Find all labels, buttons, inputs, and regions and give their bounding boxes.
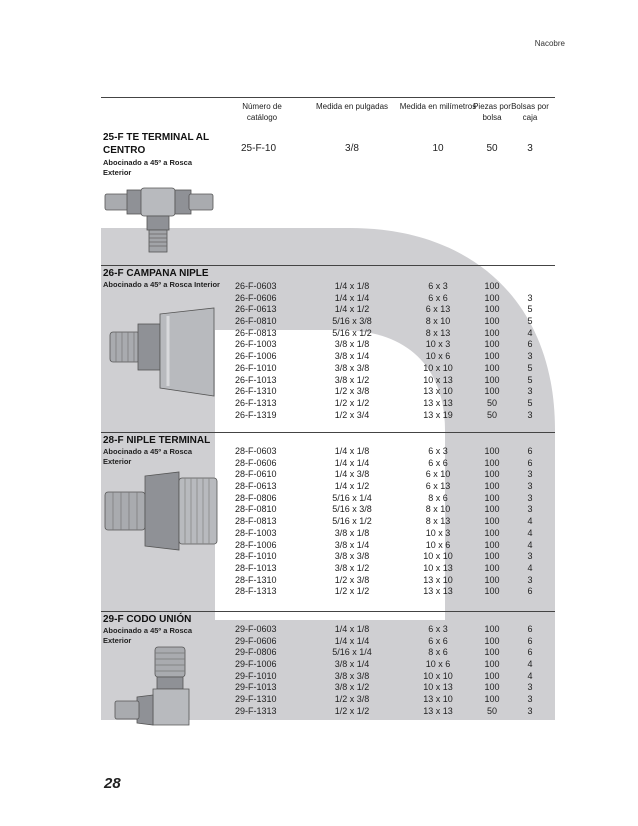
cell-pieces: 100	[484, 682, 500, 693]
cell-pieces: 50	[486, 409, 497, 420]
section-rows-29f	[0, 624, 638, 718]
cell-bags: 4	[527, 327, 533, 338]
col-header-bags: Bolsas por caja	[511, 102, 549, 122]
cell-bags: 5	[527, 397, 533, 408]
cell-catalog: 28-F-1310	[235, 574, 277, 585]
table-row	[0, 339, 638, 351]
table-row	[0, 528, 638, 540]
tee-fitting-image	[103, 182, 215, 254]
cell-bags: 4	[527, 539, 533, 550]
section-rows-28f	[0, 446, 638, 598]
cell-inches: 3/8 x 3/8	[334, 670, 370, 681]
cell-mm: 6 x 6	[428, 457, 448, 468]
cell-pieces: 100	[484, 504, 500, 515]
cell-inches: 1/4 x 1/4	[334, 292, 370, 303]
terminal-nipple-image	[103, 468, 219, 554]
cell-bags: 6	[527, 635, 533, 646]
cell-pieces: 100	[484, 281, 500, 291]
cell-bags: 5	[527, 304, 533, 315]
table-row	[0, 363, 638, 375]
table-row	[0, 375, 638, 387]
cell-pieces: 100	[484, 516, 500, 527]
header-rule	[101, 97, 555, 98]
cell-inches: 5/16 x 1/4	[332, 647, 372, 658]
cell-pieces: 100	[484, 551, 500, 562]
cell-catalog: 29-F-1013	[235, 682, 277, 693]
cell-bags: 3	[527, 409, 533, 420]
table-row	[0, 540, 638, 552]
cell-catalog: 26-F-1013	[235, 374, 277, 385]
table-row	[0, 586, 638, 598]
cell-bags: 3	[527, 481, 533, 492]
section-divider	[101, 432, 555, 433]
table-row	[0, 671, 638, 683]
cell-pieces: 100	[484, 527, 500, 538]
cell-catalog: 28-F-1313	[235, 586, 277, 597]
cell-bags: 5	[527, 316, 533, 327]
cell-mm: 6 x 6	[428, 635, 448, 646]
col-header-pieces: Piezas por bolsa	[473, 102, 511, 122]
cell-mm: 13 x 13	[423, 705, 453, 716]
cell-inches: 1/2 x 1/2	[334, 586, 370, 597]
table-row	[0, 636, 638, 648]
cell-catalog: 29-F-1313	[235, 705, 277, 716]
cell-catalog: 28-F-0806	[235, 492, 277, 503]
cell-bags: 3	[527, 574, 533, 585]
cell-mm: 8 x 13	[425, 516, 451, 527]
cell-mm: 6 x 13	[425, 481, 451, 492]
table-row	[0, 386, 638, 398]
cell-catalog: 28-F-0810	[235, 504, 277, 515]
table-row	[0, 410, 638, 422]
table-row	[0, 458, 638, 470]
cell-mm: 10 x 13	[423, 374, 453, 385]
cell-mm: 10 x 3	[425, 527, 451, 538]
cell-bags: 5	[527, 362, 533, 373]
cell-pieces: 100	[484, 624, 500, 634]
cell-catalog: 25-F-10	[241, 143, 277, 154]
page-number: 28	[104, 775, 121, 792]
cell-mm: 6 x 3	[428, 624, 448, 634]
cell-bags: 3	[527, 386, 533, 397]
cell-bags: 3	[527, 492, 533, 503]
cell-catalog: 28-F-1003	[235, 527, 277, 538]
section-title-29f: 29-F CODO UNIÓN	[103, 614, 192, 625]
table-row	[0, 143, 638, 155]
cell-pieces: 100	[484, 670, 500, 681]
cell-catalog: 28-F-0613	[235, 481, 277, 492]
table-row	[0, 682, 638, 694]
cell-mm: 13 x 13	[423, 397, 453, 408]
cell-mm: 6 x 6	[428, 292, 448, 303]
cell-catalog: 26-F-1006	[235, 351, 277, 362]
cell-inches: 1/4 x 1/8	[334, 281, 370, 291]
cell-inches: 1/4 x 1/4	[334, 457, 370, 468]
cell-bags: 4	[527, 516, 533, 527]
cell-catalog: 26-F-1310	[235, 386, 277, 397]
table-row	[0, 481, 638, 493]
table-row	[0, 446, 638, 458]
cell-pieces: 100	[484, 481, 500, 492]
cell-inches: 5/16 x 3/8	[332, 504, 372, 515]
cell-inches: 1/4 x 1/2	[334, 304, 370, 315]
cell-pieces: 100	[484, 647, 500, 658]
cell-inches: 5/16 x 1/2	[332, 327, 372, 338]
cell-mm: 6 x 3	[428, 281, 448, 291]
section-title-25f: 25-F TE TERMINAL AL CENTRO	[103, 132, 209, 156]
cell-pieces: 100	[484, 292, 500, 303]
cell-catalog: 26-F-0603	[235, 281, 277, 291]
cell-inches: 3/8 x 1/4	[334, 351, 370, 362]
cell-inches: 3/8 x 3/8	[334, 551, 370, 562]
cell-inches: 1/2 x 3/8	[334, 574, 370, 585]
cell-bags: 6	[527, 647, 533, 658]
section-subtitle-25f: Abocinado a 45º a Rosca Exterior	[103, 158, 193, 177]
brand-label: Nacobre	[534, 39, 565, 48]
table-row	[0, 328, 638, 340]
col-header-inches: Medida en pulgadas	[315, 102, 389, 111]
cell-pieces: 50	[486, 705, 497, 716]
table-row	[0, 469, 638, 481]
cell-mm: 6 x 13	[425, 304, 451, 315]
table-row	[0, 563, 638, 575]
table-row	[0, 281, 638, 293]
cell-inches: 1/2 x 3/4	[334, 409, 370, 420]
table-row	[0, 659, 638, 671]
cell-mm: 8 x 13	[425, 327, 451, 338]
section-divider	[101, 611, 555, 612]
cell-inches: 1/4 x 3/8	[334, 469, 370, 480]
cell-catalog: 29-F-0806	[235, 647, 277, 658]
cell-pieces: 100	[484, 386, 500, 397]
cell-mm: 10 x 13	[423, 682, 453, 693]
section-divider	[101, 265, 555, 266]
cell-bags: 6	[527, 624, 533, 634]
cell-inches: 3/8 x 1/2	[334, 562, 370, 573]
cell-pieces: 100	[484, 316, 500, 327]
cell-mm: 10 x 10	[423, 670, 453, 681]
cell-bags: 6	[527, 339, 533, 350]
cell-bags: 3	[527, 143, 533, 154]
table-row	[0, 398, 638, 410]
cell-catalog: 29-F-1006	[235, 659, 277, 670]
section-subtitle-28f: Abocinado a 45º a Rosca Exterior	[103, 447, 193, 466]
table-row	[0, 647, 638, 659]
cell-mm: 10 x 6	[425, 539, 451, 550]
cell-bags: 4	[527, 562, 533, 573]
cell-mm: 13 x 19	[423, 409, 453, 420]
cell-bags: 3	[527, 682, 533, 693]
cell-inches: 5/16 x 1/2	[332, 516, 372, 527]
cell-pieces: 100	[484, 362, 500, 373]
cell-mm: 6 x 10	[425, 469, 451, 480]
cell-catalog: 29-F-0606	[235, 635, 277, 646]
cell-inches: 1/4 x 1/4	[334, 635, 370, 646]
cell-bags: 6	[527, 446, 533, 456]
cell-mm: 6 x 3	[428, 446, 448, 456]
cell-inches: 1/4 x 1/2	[334, 481, 370, 492]
cell-inches: 5/16 x 3/8	[332, 316, 372, 327]
section-rows-25f	[0, 143, 638, 155]
cell-catalog: 28-F-1013	[235, 562, 277, 573]
table-row	[0, 516, 638, 528]
cell-catalog: 28-F-1006	[235, 539, 277, 550]
cell-bags: 4	[527, 527, 533, 538]
cell-bags: 6	[527, 457, 533, 468]
cell-pieces: 100	[484, 586, 500, 597]
cell-inches: 1/4 x 1/8	[334, 446, 370, 456]
cell-pieces: 100	[484, 304, 500, 315]
cell-inches: 3/8 x 1/2	[334, 374, 370, 385]
cell-mm: 8 x 6	[428, 647, 448, 658]
cell-pieces: 100	[484, 457, 500, 468]
cell-inches: 3/8 x 1/8	[334, 527, 370, 538]
table-row	[0, 624, 638, 636]
cell-bags: 3	[527, 292, 533, 303]
cell-inches: 3/8 x 3/8	[334, 362, 370, 373]
cell-bags: 3	[527, 469, 533, 480]
cell-catalog: 29-F-0603	[235, 624, 277, 634]
cell-inches: 3/8	[345, 143, 359, 154]
cell-catalog: 28-F-0603	[235, 446, 277, 456]
cell-pieces: 100	[484, 635, 500, 646]
cell-bags: 3	[527, 551, 533, 562]
cell-catalog: 26-F-0606	[235, 292, 277, 303]
cell-mm: 10	[432, 143, 444, 154]
cell-pieces: 100	[484, 539, 500, 550]
cell-pieces: 100	[484, 339, 500, 350]
cell-pieces: 50	[486, 397, 497, 408]
section-title-26f: 26-F CAMPANA NIPLE	[103, 268, 209, 279]
cell-inches: 3/8 x 1/4	[334, 539, 370, 550]
table-row	[0, 575, 638, 587]
cell-pieces: 100	[484, 327, 500, 338]
table-row	[0, 551, 638, 563]
cell-pieces: 100	[484, 374, 500, 385]
cell-pieces: 100	[484, 659, 500, 670]
cell-catalog: 26-F-1010	[235, 362, 277, 373]
cell-mm: 8 x 10	[425, 504, 451, 515]
cell-catalog: 28-F-1010	[235, 551, 277, 562]
table-row	[0, 293, 638, 305]
cell-inches: 5/16 x 1/4	[332, 492, 372, 503]
elbow-union-image	[113, 645, 197, 741]
cell-mm: 10 x 10	[423, 551, 453, 562]
table-row	[0, 493, 638, 505]
cell-catalog: 29-F-1010	[235, 670, 277, 681]
cell-bags: 5	[527, 374, 533, 385]
cell-bags: 4	[527, 659, 533, 670]
cell-mm: 8 x 10	[425, 316, 451, 327]
section-subtitle-26f: Abocinado a 45º a Rosca Interior	[103, 280, 220, 289]
cell-catalog: 26-F-0810	[235, 316, 277, 327]
cell-mm: 13 x 10	[423, 386, 453, 397]
cell-inches: 1/2 x 1/2	[334, 705, 370, 716]
cell-catalog: 29-F-1310	[235, 694, 277, 705]
cell-mm: 13 x 10	[423, 574, 453, 585]
cell-inches: 1/4 x 1/8	[334, 624, 370, 634]
table-row	[0, 351, 638, 363]
col-header-mm: Medida en milímetros	[399, 102, 477, 111]
cell-mm: 10 x 3	[425, 339, 451, 350]
cell-mm: 10 x 10	[423, 362, 453, 373]
cell-inches: 1/2 x 3/8	[334, 386, 370, 397]
section-title-28f: 28-F NIPLE TERMINAL	[103, 435, 211, 446]
cell-pieces: 100	[484, 492, 500, 503]
cell-bags: 3	[527, 504, 533, 515]
section-rows-26f	[0, 281, 638, 421]
cell-mm: 13 x 10	[423, 694, 453, 705]
cell-catalog: 26-F-0613	[235, 304, 277, 315]
cell-catalog: 26-F-1319	[235, 409, 277, 420]
cell-catalog: 26-F-1313	[235, 397, 277, 408]
table-row	[0, 706, 638, 718]
cell-mm: 10 x 6	[425, 659, 451, 670]
table-row	[0, 316, 638, 328]
cell-bags: 4	[527, 670, 533, 681]
cell-catalog: 26-F-1003	[235, 339, 277, 350]
cell-pieces: 100	[484, 351, 500, 362]
cell-catalog: 28-F-0610	[235, 469, 277, 480]
cell-pieces: 100	[484, 562, 500, 573]
cell-pieces: 100	[484, 469, 500, 480]
cell-pieces: 100	[484, 694, 500, 705]
cell-inches: 3/8 x 1/4	[334, 659, 370, 670]
table-row	[0, 504, 638, 516]
cell-inches: 1/2 x 3/8	[334, 694, 370, 705]
cell-pieces: 100	[484, 446, 500, 456]
cell-catalog: 28-F-0813	[235, 516, 277, 527]
cell-bags: 3	[527, 351, 533, 362]
cell-bags: 3	[527, 705, 533, 716]
cell-bags: 3	[527, 694, 533, 705]
cell-mm: 10 x 6	[425, 351, 451, 362]
cell-pieces: 50	[486, 143, 498, 154]
table-row	[0, 694, 638, 706]
cell-inches: 1/2 x 1/2	[334, 397, 370, 408]
cell-bags: 6	[527, 586, 533, 597]
cell-mm: 10 x 13	[423, 562, 453, 573]
bell-nipple-image	[108, 298, 220, 408]
col-header-catalog: Número de catálogo	[242, 102, 282, 122]
table-row	[0, 304, 638, 316]
cell-mm: 8 x 6	[428, 492, 448, 503]
cell-pieces: 100	[484, 574, 500, 585]
cell-mm: 13 x 13	[423, 586, 453, 597]
cell-catalog: 28-F-0606	[235, 457, 277, 468]
cell-catalog: 26-F-0813	[235, 327, 277, 338]
section-subtitle-29f: Abocinado a 45º a Rosca Exterior	[103, 626, 193, 645]
cell-inches: 3/8 x 1/8	[334, 339, 370, 350]
cell-inches: 3/8 x 1/2	[334, 682, 370, 693]
